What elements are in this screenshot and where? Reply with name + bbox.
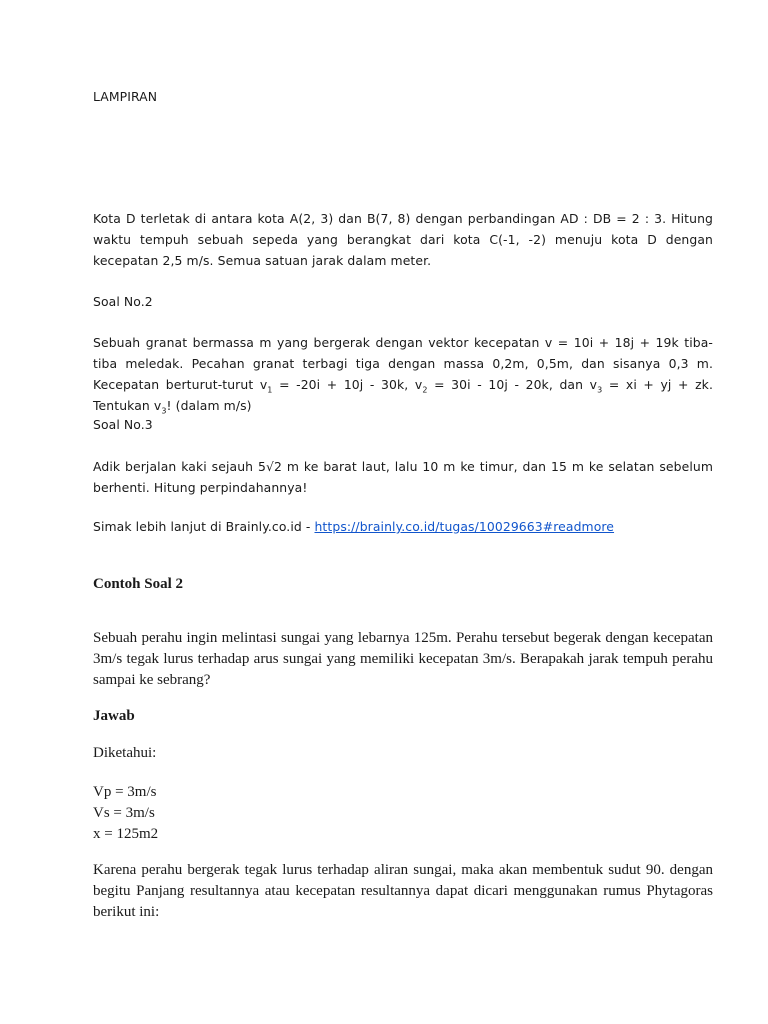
question-1-text: Kota D terletak di antara kota A(2, 3) dan B(7, 8) dengan perbandingan AD : DB = 2 : 3. Hitung waktu tempuh sebuah sepeda yang berangkat dari kota C(-1, -2) menuju kota D dengan kecepatan 2,5 m/s. Semua satuan jarak dalam meter.	[93, 211, 713, 268]
known-values	[93, 782, 713, 845]
vp-value: Vp = 3m/s	[93, 784, 157, 800]
brainly-source-line	[93, 516, 713, 537]
brainly-link[interactable]: https://brainly.co.id/tugas/10029663#readmore	[314, 519, 615, 534]
explanation-text: Karena perahu bergerak tegak lurus terhadap aliran sungai, maka akan membentuk sudut 90. dengan begitu Panjang resultannya atau kecepatan resultannya dapat dicari menggunakan rumus Phytagoras berikut ini:	[93, 862, 713, 920]
jawab-heading: Jawab	[93, 708, 135, 724]
diketahui-label: Diketahui:	[93, 745, 157, 761]
soal-2-heading: Soal No.2	[93, 294, 153, 309]
soal-3-heading: Soal No.3	[93, 417, 153, 432]
lampiran-heading: LAMPIRAN	[93, 89, 158, 104]
question-3-text: Adik berjalan kaki sejauh 5√2 m ke barat laut, lalu 10 m ke timur, dan 15 m ke selatan sebelum berhenti. Hitung perpindahannya!	[93, 459, 713, 495]
x-value: x = 125m2	[93, 826, 159, 842]
contoh-soal-2-heading: Contoh Soal 2	[93, 576, 184, 592]
vs-value: Vs = 3m/s	[93, 805, 155, 821]
source-prefix: Simak lebih lanjut di Brainly.co.id -	[93, 519, 315, 534]
problem-text: Sebuah perahu ingin melintasi sungai yang lebarnya 125m. Perahu tersebut begerak dengan kecepatan 3m/s tegak lurus terhadap arus sungai yang memiliki kecepatan 3m/s. Berapakah jarak tempuh perahu sampai ke sebrang?	[93, 630, 713, 688]
question-2-text: Sebuah granat bermassa m yang bergerak dengan vektor kecepatan v = 10i + 18j + 19k tiba-tiba meledak. Pecahan granat terbagi tiga dengan massa 0,2m, 0,5m, dan sisanya 0,3 m. Kecepatan berturut-turut $v_1 = -20i + 10j - 30k$, $v_2 = 30i - 10j - 20k$, dan $v_3$ = xi + yj + zk. Tentukan $v_3$! (dalam m/s)	[93, 335, 713, 416]
